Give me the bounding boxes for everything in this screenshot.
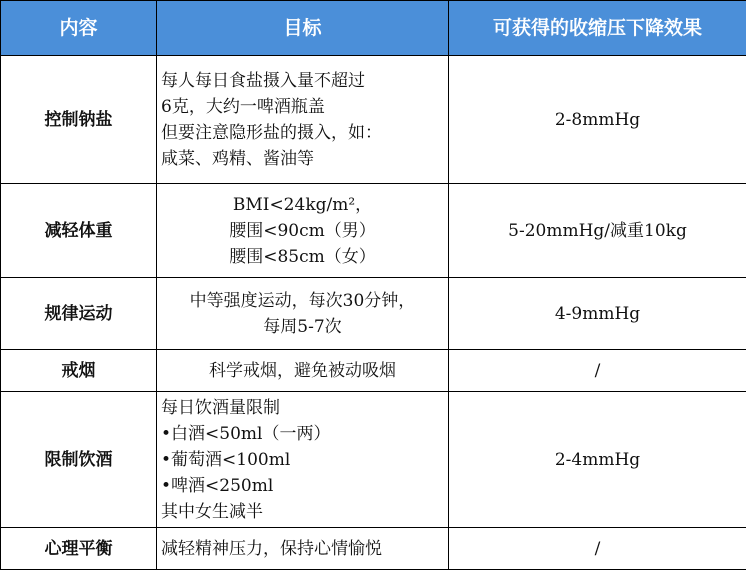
target-line: 咸菜、鸡精、酱油等 [161, 146, 444, 172]
row-effect: 2-8mmHg [449, 56, 746, 184]
target-line: •葡萄酒<100ml [161, 447, 444, 473]
row-item: 戒烟 [1, 350, 157, 392]
header-target: 目标 [157, 1, 449, 56]
target-line: 6克，大约一啤酒瓶盖 [161, 94, 444, 120]
table-header-row [1, 1, 746, 56]
row-item: 规律运动 [1, 278, 157, 350]
row-effect: 4-9mmHg [449, 278, 746, 350]
target-line: 腰围<85cm（女） [161, 244, 444, 270]
row-effect: 2-4mmHg [449, 392, 746, 528]
target-line: BMI<24kg/m²， [161, 192, 444, 218]
row-target [157, 184, 449, 278]
target-line: 每人每日食盐摄入量不超过 [161, 68, 444, 94]
table-row [1, 350, 746, 392]
row-effect: 5-20mmHg/减重10kg [449, 184, 746, 278]
row-effect: / [449, 528, 746, 570]
target-line: •白酒<50ml（一两） [161, 421, 444, 447]
target-line: 减轻精神压力，保持心情愉悦 [161, 536, 444, 562]
row-target [157, 392, 449, 528]
row-target [157, 350, 449, 392]
table-row [1, 278, 746, 350]
row-item: 心理平衡 [1, 528, 157, 570]
row-target [157, 528, 449, 570]
target-line: 但要注意隐形盐的摄入，如： [161, 120, 444, 146]
row-item: 限制饮酒 [1, 392, 157, 528]
target-line: 每周5-7次 [161, 314, 444, 340]
target-line: 科学戒烟，避免被动吸烟 [161, 358, 444, 384]
table-row [1, 392, 746, 528]
target-line: •啤酒<250ml [161, 473, 444, 499]
row-target [157, 278, 449, 350]
target-line: 腰围<90cm（男） [161, 218, 444, 244]
table-row [1, 56, 746, 184]
row-item: 控制钠盐 [1, 56, 157, 184]
target-line: 中等强度运动，每次30分钟， [161, 288, 444, 314]
header-content: 内容 [1, 1, 157, 56]
target-line: 每日饮酒量限制 [161, 395, 444, 421]
row-target [157, 56, 449, 184]
target-line: 其中女生减半 [161, 499, 444, 525]
table-row [1, 528, 746, 570]
table-row [1, 184, 746, 278]
row-item: 减轻体重 [1, 184, 157, 278]
row-effect: / [449, 350, 746, 392]
header-effect: 可获得的收缩压下降效果 [449, 1, 746, 56]
